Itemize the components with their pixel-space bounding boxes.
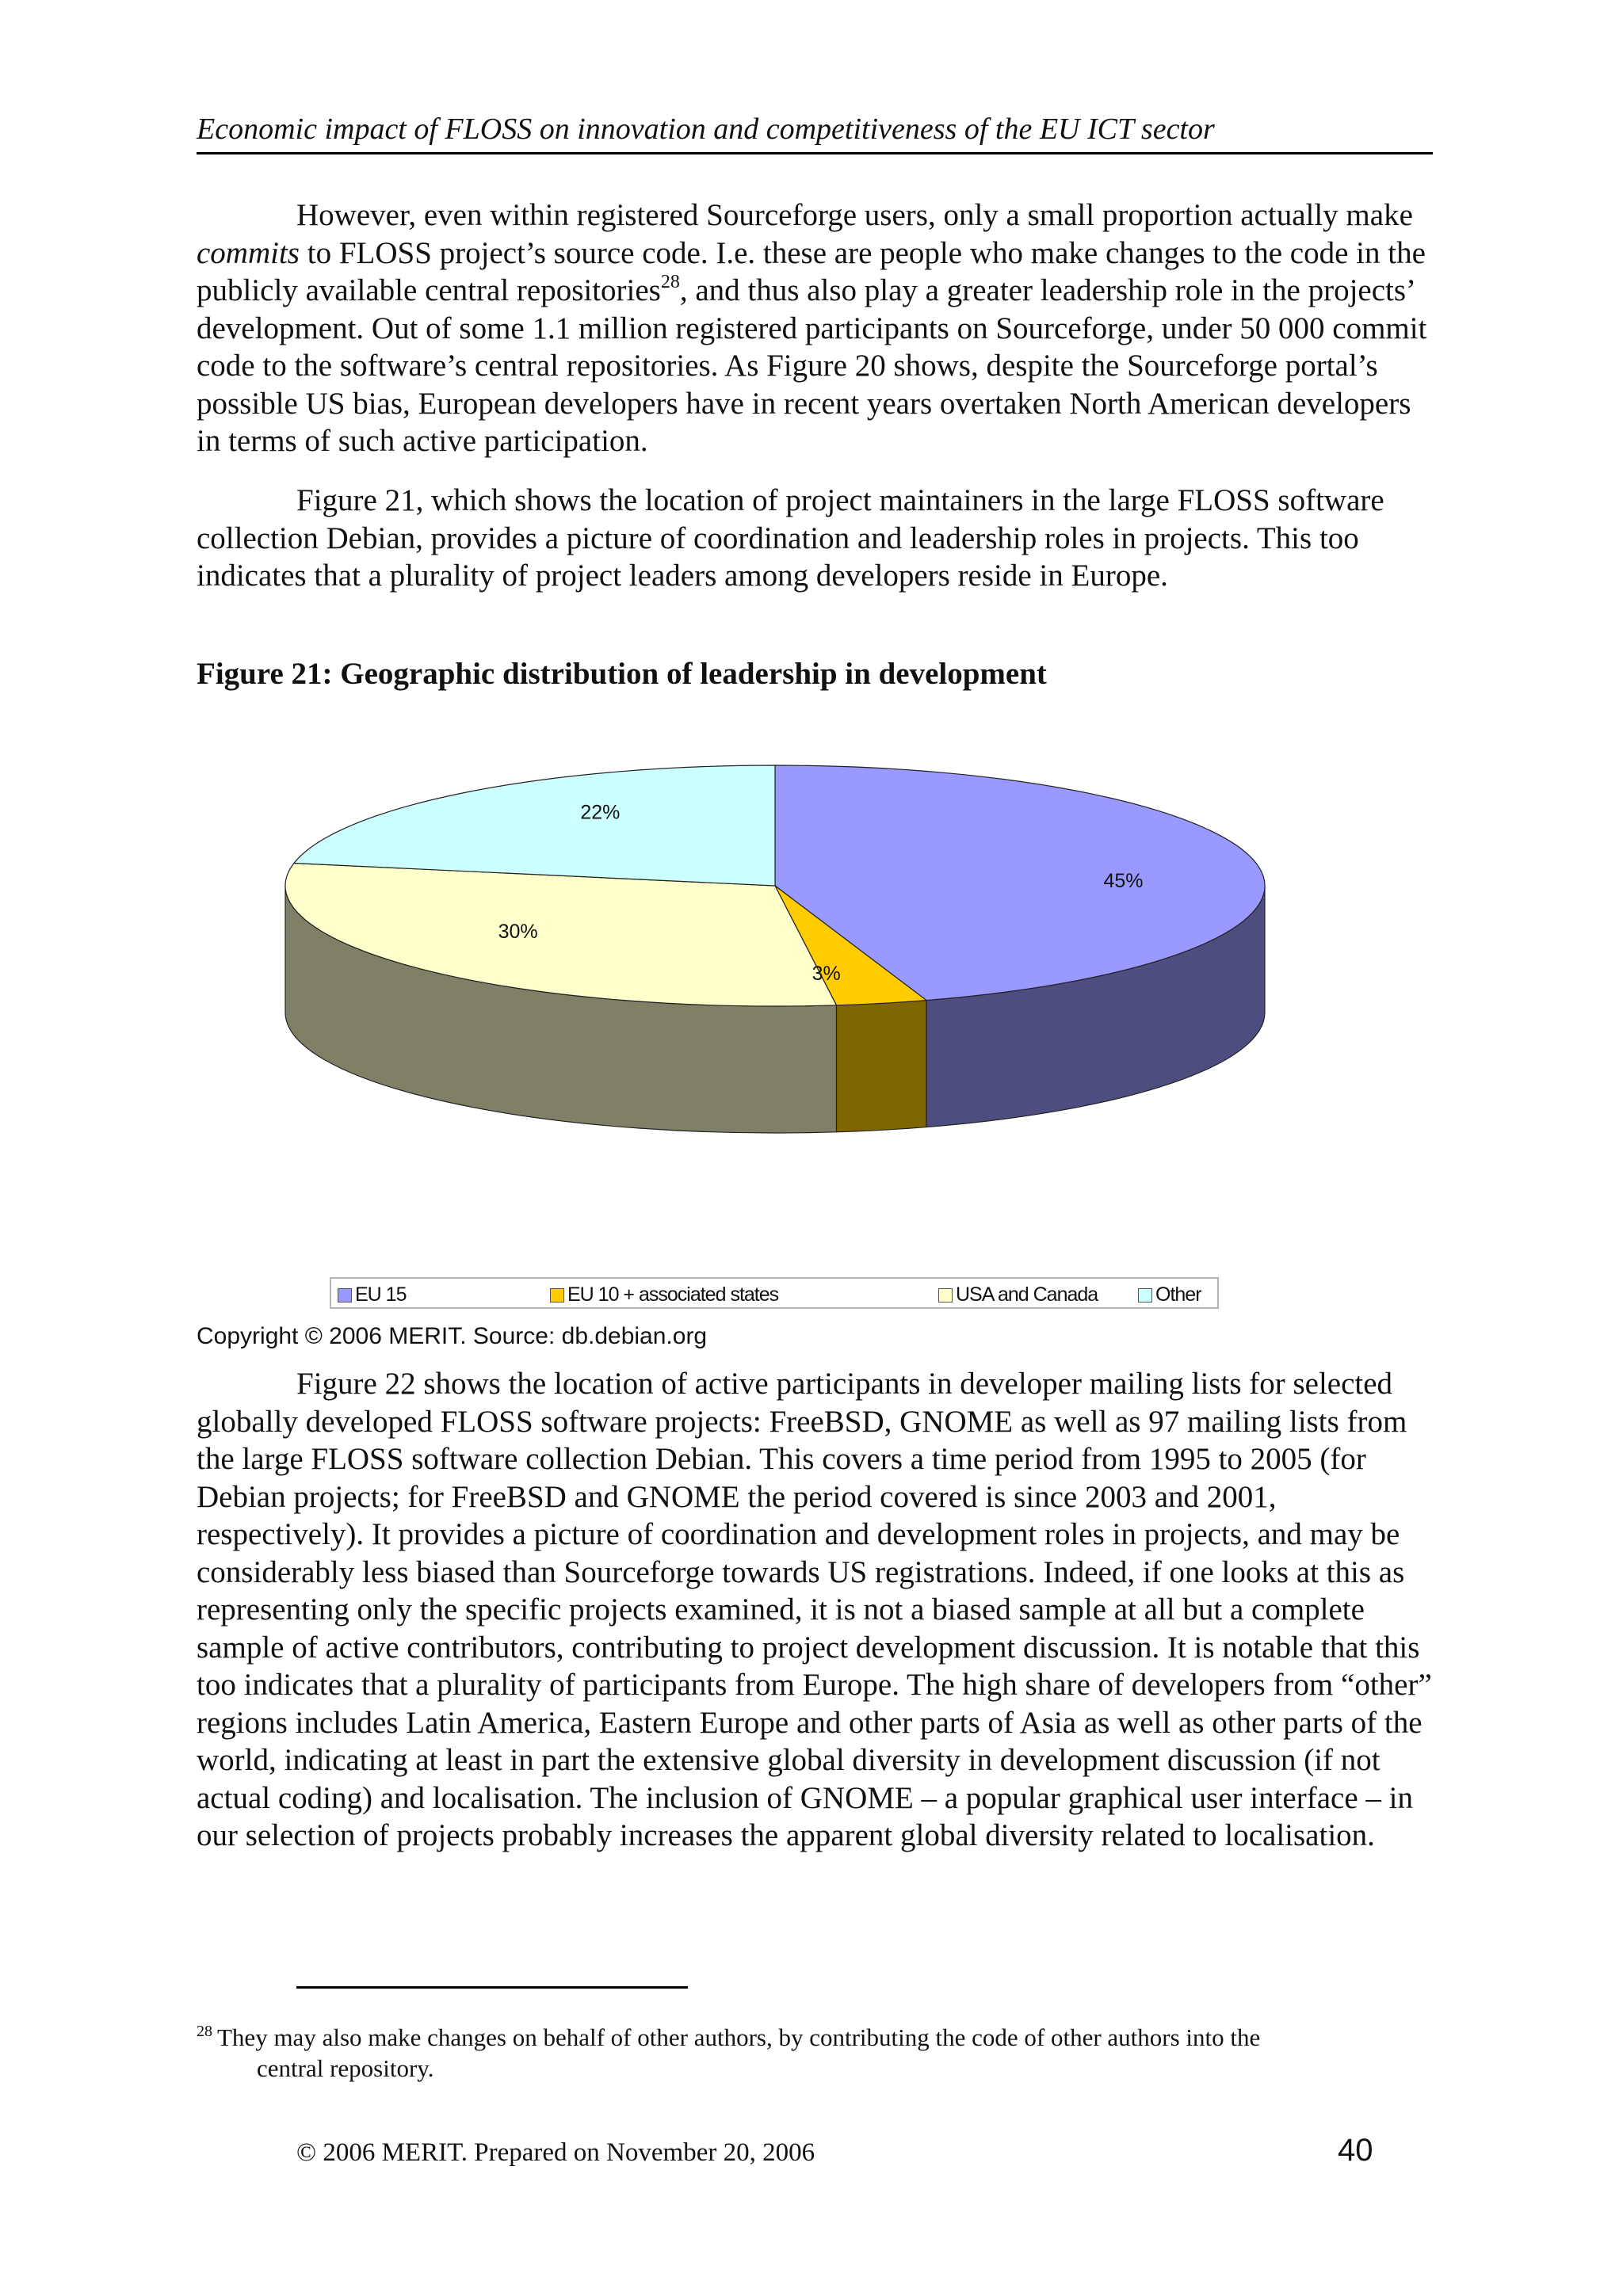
body-paragraph-3 xyxy=(197,1365,1434,1855)
footnote-text: They may also make changes on behalf of other authors, by contributing the code of other authors into the xyxy=(217,2023,1261,2051)
page-footer: © 2006 MERIT. Prepared on November 20, 2006 xyxy=(296,2138,815,2167)
legend-label-usa-canada: USA and Canada xyxy=(956,1283,1098,1306)
pie-side-eu10 xyxy=(836,1001,926,1132)
pie-label-other: 22% xyxy=(580,801,621,824)
legend-item-other xyxy=(1138,1283,1201,1306)
legend-item-eu10 xyxy=(550,1283,778,1306)
legend-label-eu10: EU 10 + associated states xyxy=(567,1283,779,1306)
para3-text: Figure 22 shows the location of active participants in developer mailing lists for selected globally developed FLOSS software projects: FreeBSD, GNOME as well as 97 mailing lists from the large FLOSS software collection Debian. This covers a time period from 1995 to 2005 (for Debian projects; for FreeBSD and GNOME the period covered is since 2003 and 2001, respectively). It provides a picture of coordination and development roles in projects, and may be considerably less biased than Sourceforge towards US registrations. Indeed, if one looks at this as representing only the specific projects examined, it is not a biased sample at all but a complete sample of active contributors, contributing to project development discussion. It is notable that this too indicates that a plurality of participants from Europe. The high share of developers from “other” regions includes Latin America, Eastern Europe and other parts of Asia as well as other parts of the world, indicating at least in part the extensive global diversity in development discussion (if not actual coding) and localisation. The inclusion of GNOME – a popular graphical user interface – in our selection of projects probably increases the apparent global diversity related to localisation. xyxy=(197,1367,1432,1852)
para1-text-start: However, even within registered Sourceforge users, only a small proportion actually make xyxy=(296,198,1413,232)
legend-label-other: Other xyxy=(1155,1283,1201,1306)
legend-swatch-usa-canada xyxy=(938,1288,953,1302)
footnote xyxy=(197,2022,1434,2084)
page-number: 40 xyxy=(1338,2133,1373,2168)
legend-item-eu15 xyxy=(338,1283,406,1306)
footnote-text-continued: central repository. xyxy=(257,2054,434,2082)
para1-text-middle: to FLOSS project’s source code. I.e. these are people who make changes to the code in the publicly available central repositories xyxy=(197,235,1426,307)
footnote-number: 28 xyxy=(197,2023,212,2040)
figure-title: Figure 21: Geographic distribution of leadership in development xyxy=(197,657,1047,691)
footnote-reference[interactable]: 28 xyxy=(660,272,680,292)
running-header: Economic impact of FLOSS on innovation and competitiveness of the EU ICT sector xyxy=(197,109,1433,154)
footnote-separator xyxy=(296,1986,688,1989)
chart-legend xyxy=(330,1277,1219,1309)
legend-item-usa-canada xyxy=(938,1283,1098,1306)
pie-label-eu10: 3% xyxy=(812,962,841,985)
pie-label-usa-canada: 30% xyxy=(498,921,538,944)
figure-source: Copyright © 2006 MERIT. Source: db.debian.org xyxy=(197,1323,708,1349)
para1-text-end: , and thus also play a greater leadership role in the projects’ development. Out of some 1.1 million registered participants on Sourceforge, under 50 000 commit code to the software’s central repositories. As Figure 20 shows, despite the Sourceforge portal’s possible US bias, European developers have in recent years overtaken North American developers in terms of such active participation. xyxy=(197,273,1427,458)
pie-label-eu15: 45% xyxy=(1103,869,1144,892)
legend-label-eu15: EU 15 xyxy=(355,1283,407,1306)
para1-emphasis: commits xyxy=(197,235,300,270)
para2-text: Figure 21, which shows the location of project maintainers in the large FLOSS software collection Debian, provides a picture of coordination and leadership roles in projects. This too indicates that a plurality of project leaders among developers reside in Europe. xyxy=(197,483,1384,593)
legend-swatch-other xyxy=(1138,1288,1152,1302)
legend-swatch-eu10 xyxy=(550,1288,564,1302)
legend-swatch-eu15 xyxy=(338,1288,352,1302)
